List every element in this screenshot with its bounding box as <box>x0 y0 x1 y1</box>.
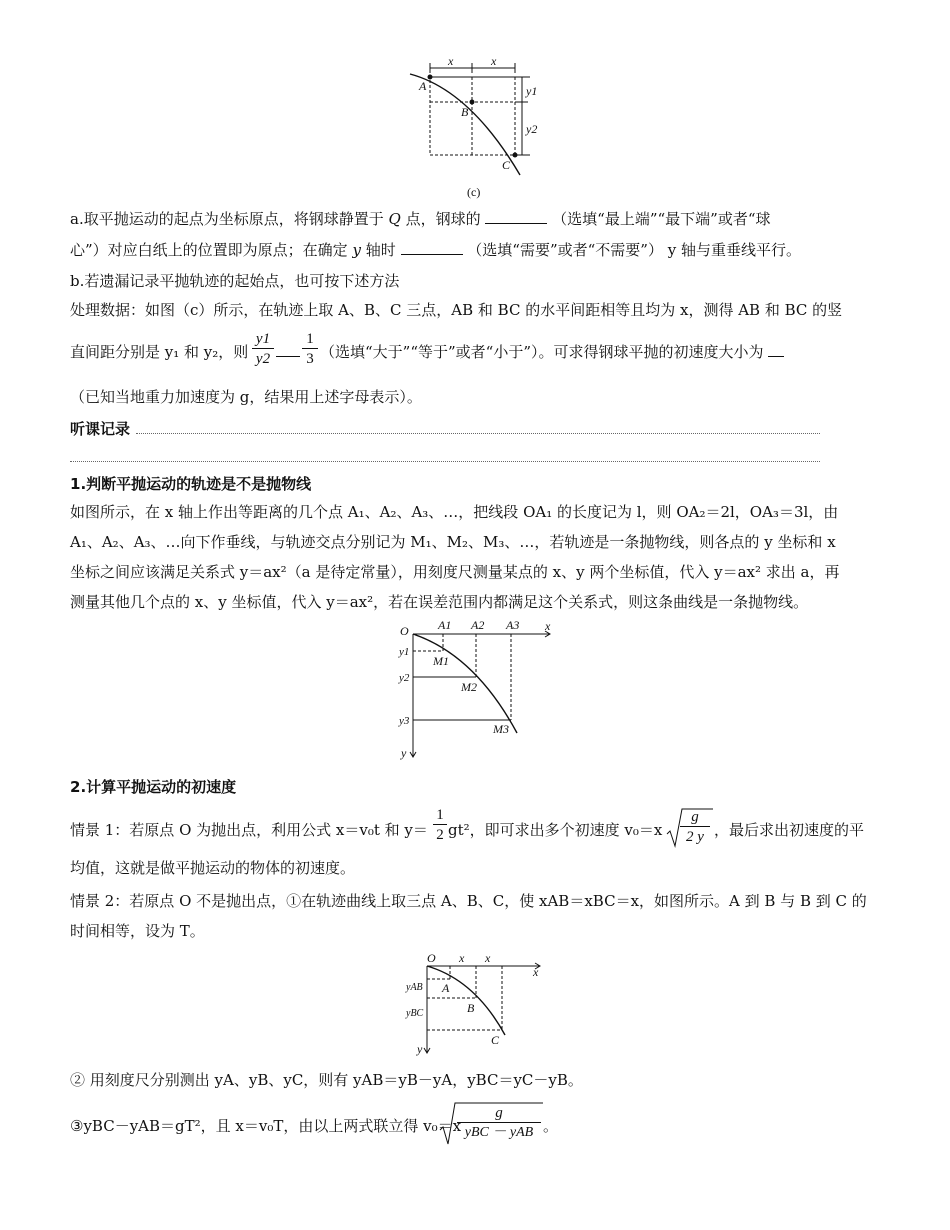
text: （选填“大于”“等于”或者“小于”）。可求得钢球平抛的初速度大小为 <box>320 343 764 361</box>
section2-s1-mid: gt²，即可求出多个初速度 v₀＝x <box>448 821 663 839</box>
fig3-o: O <box>427 951 436 965</box>
sqrt-fraction-2 <box>457 1104 541 1143</box>
fig2-y2: y2 <box>399 672 410 684</box>
fig2-m3: M3 <box>493 722 509 736</box>
fig-c-x2: x <box>491 54 497 68</box>
text: y 轴与重垂线平行。 <box>667 241 802 259</box>
section2-s1-post: ，最后求出初速度的平 <box>714 821 865 839</box>
frac-num: y1 <box>252 330 274 349</box>
section2-step3-post: 。 <box>543 1117 559 1135</box>
text: 轴时 <box>365 241 396 259</box>
fig2-o: O <box>400 624 409 638</box>
blank-1[interactable] <box>485 223 547 224</box>
fig2-m2: M2 <box>461 680 477 694</box>
fig3-a: A <box>442 981 450 995</box>
fig2-a3: A3 <box>506 618 520 632</box>
text: （选填“需要”或者“不需要”） <box>467 241 663 259</box>
fig-c-y2: y2 <box>526 122 538 136</box>
fig2-y1: y1 <box>399 646 410 658</box>
frac-num: g <box>680 808 710 827</box>
fig3-yaxis: y <box>417 1042 423 1056</box>
notes-line-1[interactable] <box>136 433 820 434</box>
fig2-y3: y3 <box>399 715 410 727</box>
text: （选填“最上端”“最下端”或者“球 <box>552 210 771 228</box>
blank-3[interactable] <box>276 356 300 357</box>
point-a <box>428 75 433 80</box>
section2-step2: ② 用刻度尺分别测出 yA、yB、yC，则有 yAB＝yB－yA，yBC＝yC－yB。 <box>70 1071 583 1089</box>
fig-c-caption: (c) <box>467 185 481 199</box>
section2-title <box>70 775 870 799</box>
frac-den: y2 <box>255 351 271 367</box>
part-a-line1 <box>70 207 870 231</box>
section2-s2-line1: 情景 2：若原点 O 不是抛出点，①在轨迹曲线上取三点 A、B、C，使 xAB＝xBC＝x，如图所示。A 到 B 与 B 到 C 的 <box>70 892 867 910</box>
notes-line-2[interactable] <box>70 461 820 462</box>
fig-c-b: B <box>461 105 469 119</box>
fig2-a2: A2 <box>471 618 485 632</box>
frac-den: yBC － yAB <box>464 1125 534 1140</box>
fraction-y1-y2 <box>252 330 274 369</box>
fig3-xaxis: x <box>533 965 539 979</box>
fraction-1-3 <box>302 330 318 369</box>
sqrt-fraction-1 <box>680 808 710 847</box>
notes-label: 听课记录 <box>70 420 131 438</box>
figure-xab-xbc <box>405 950 550 1060</box>
fig2-m1: M1 <box>433 654 449 668</box>
fraction-half <box>433 806 447 845</box>
fig3-yab: yAB <box>406 982 423 993</box>
point-b <box>470 100 475 105</box>
part-b-line: b.若遗漏记录平抛轨迹的起始点，也可按下述方法 <box>70 272 400 290</box>
fig2-x: x <box>545 619 551 633</box>
section2-s1-pre: 情景 1：若原点 O 为抛出点，利用公式 x＝v₀t 和 y＝ <box>70 821 428 839</box>
section1-title <box>70 472 870 496</box>
section1-p2: A₁、A₂、A₃、…向下作垂线，与轨迹交点分别记为 M₁、M₂、M₃、…，若轨迹是一条抛物线，则各点的 y 坐标和 x <box>70 533 836 551</box>
figure-c <box>400 50 550 205</box>
y-symbol: y <box>352 241 361 259</box>
fig3-ybc: yBC <box>406 1008 424 1019</box>
fig-c-a: A <box>419 79 427 93</box>
frac-den: 3 <box>306 351 314 367</box>
fig3-c: C <box>491 1033 500 1047</box>
frac-den: 2 <box>436 827 444 843</box>
fig2-y: y <box>401 746 407 760</box>
frac-num: g <box>457 1104 541 1123</box>
fig-c-c: C <box>502 158 511 172</box>
figure-parabola <box>395 615 565 765</box>
fig3-b: B <box>467 1001 475 1015</box>
blank-2[interactable] <box>401 254 463 255</box>
part-a-line2 <box>70 238 870 262</box>
section2-step3-pre: ③yBC－yAB＝gT²，且 x＝v₀T，由以上两式联立得 v₀＝x <box>70 1117 462 1135</box>
text: .计算平抛运动的初速度 <box>80 778 237 796</box>
fig-c-y1: y1 <box>526 84 538 98</box>
fig3-x1: x <box>459 951 465 965</box>
section1-p1: 如图所示，在 x 轴上作出等距离的几个点 A₁、A₂、A₃、…，把线段 OA₁ 的长度记为 l，则 OA₂＝2l，OA₃＝3l，由 <box>70 503 839 521</box>
fig-c-x1: x <box>448 54 454 68</box>
part-b-proc3: （已知当地重力加速度为 g，结果用上述字母表示）。 <box>70 388 422 406</box>
part-b-proc2-post <box>320 340 784 364</box>
frac-den: 2 y <box>686 829 704 845</box>
part-b-proc1: 处理数据：如图（c）所示，在轨迹上取 A、B、C 三点，AB 和 BC 的水平间距相等且均为 x，测得 AB 和 BC 的竖 <box>70 301 843 319</box>
text: .判断平抛运动的轨迹是不是抛物线 <box>80 475 312 493</box>
text: a.取平抛运动的起点为坐标原点，将钢球静置于 <box>70 210 384 228</box>
point-c <box>513 153 518 158</box>
section2-s1-line2: 均值，这就是做平抛运动的物体的初速度。 <box>70 859 356 877</box>
blank-4[interactable] <box>768 356 784 357</box>
text: 2 <box>70 778 81 796</box>
text: 点，钢球的 <box>405 210 481 228</box>
text: 心”）对应白纸上的位置即为原点；在确定 <box>70 241 348 259</box>
fig3-x2: x <box>485 951 491 965</box>
frac-num: 1 <box>433 806 447 825</box>
fig2-a1: A1 <box>438 618 452 632</box>
section1-p4: 测量其他几个点的 x、y 坐标值，代入 y＝ax²，若在误差范围内都满足这个关系式，则这条曲线是一条抛物线。 <box>70 593 809 611</box>
q-symbol: Q <box>388 210 401 228</box>
text: 1 <box>70 475 81 493</box>
frac-num: 1 <box>302 330 318 349</box>
section2-s2-line2: 时间相等，设为 T。 <box>70 922 205 940</box>
section1-p3: 坐标之间应该满足关系式 y＝ax²（a 是待定常量），用刻度尺测量某点的 x、y 两个坐标值，代入 y＝ax² 求出 a，再 <box>70 563 840 581</box>
text: 直间距分别是 y₁ 和 y₂，则 <box>70 343 249 361</box>
